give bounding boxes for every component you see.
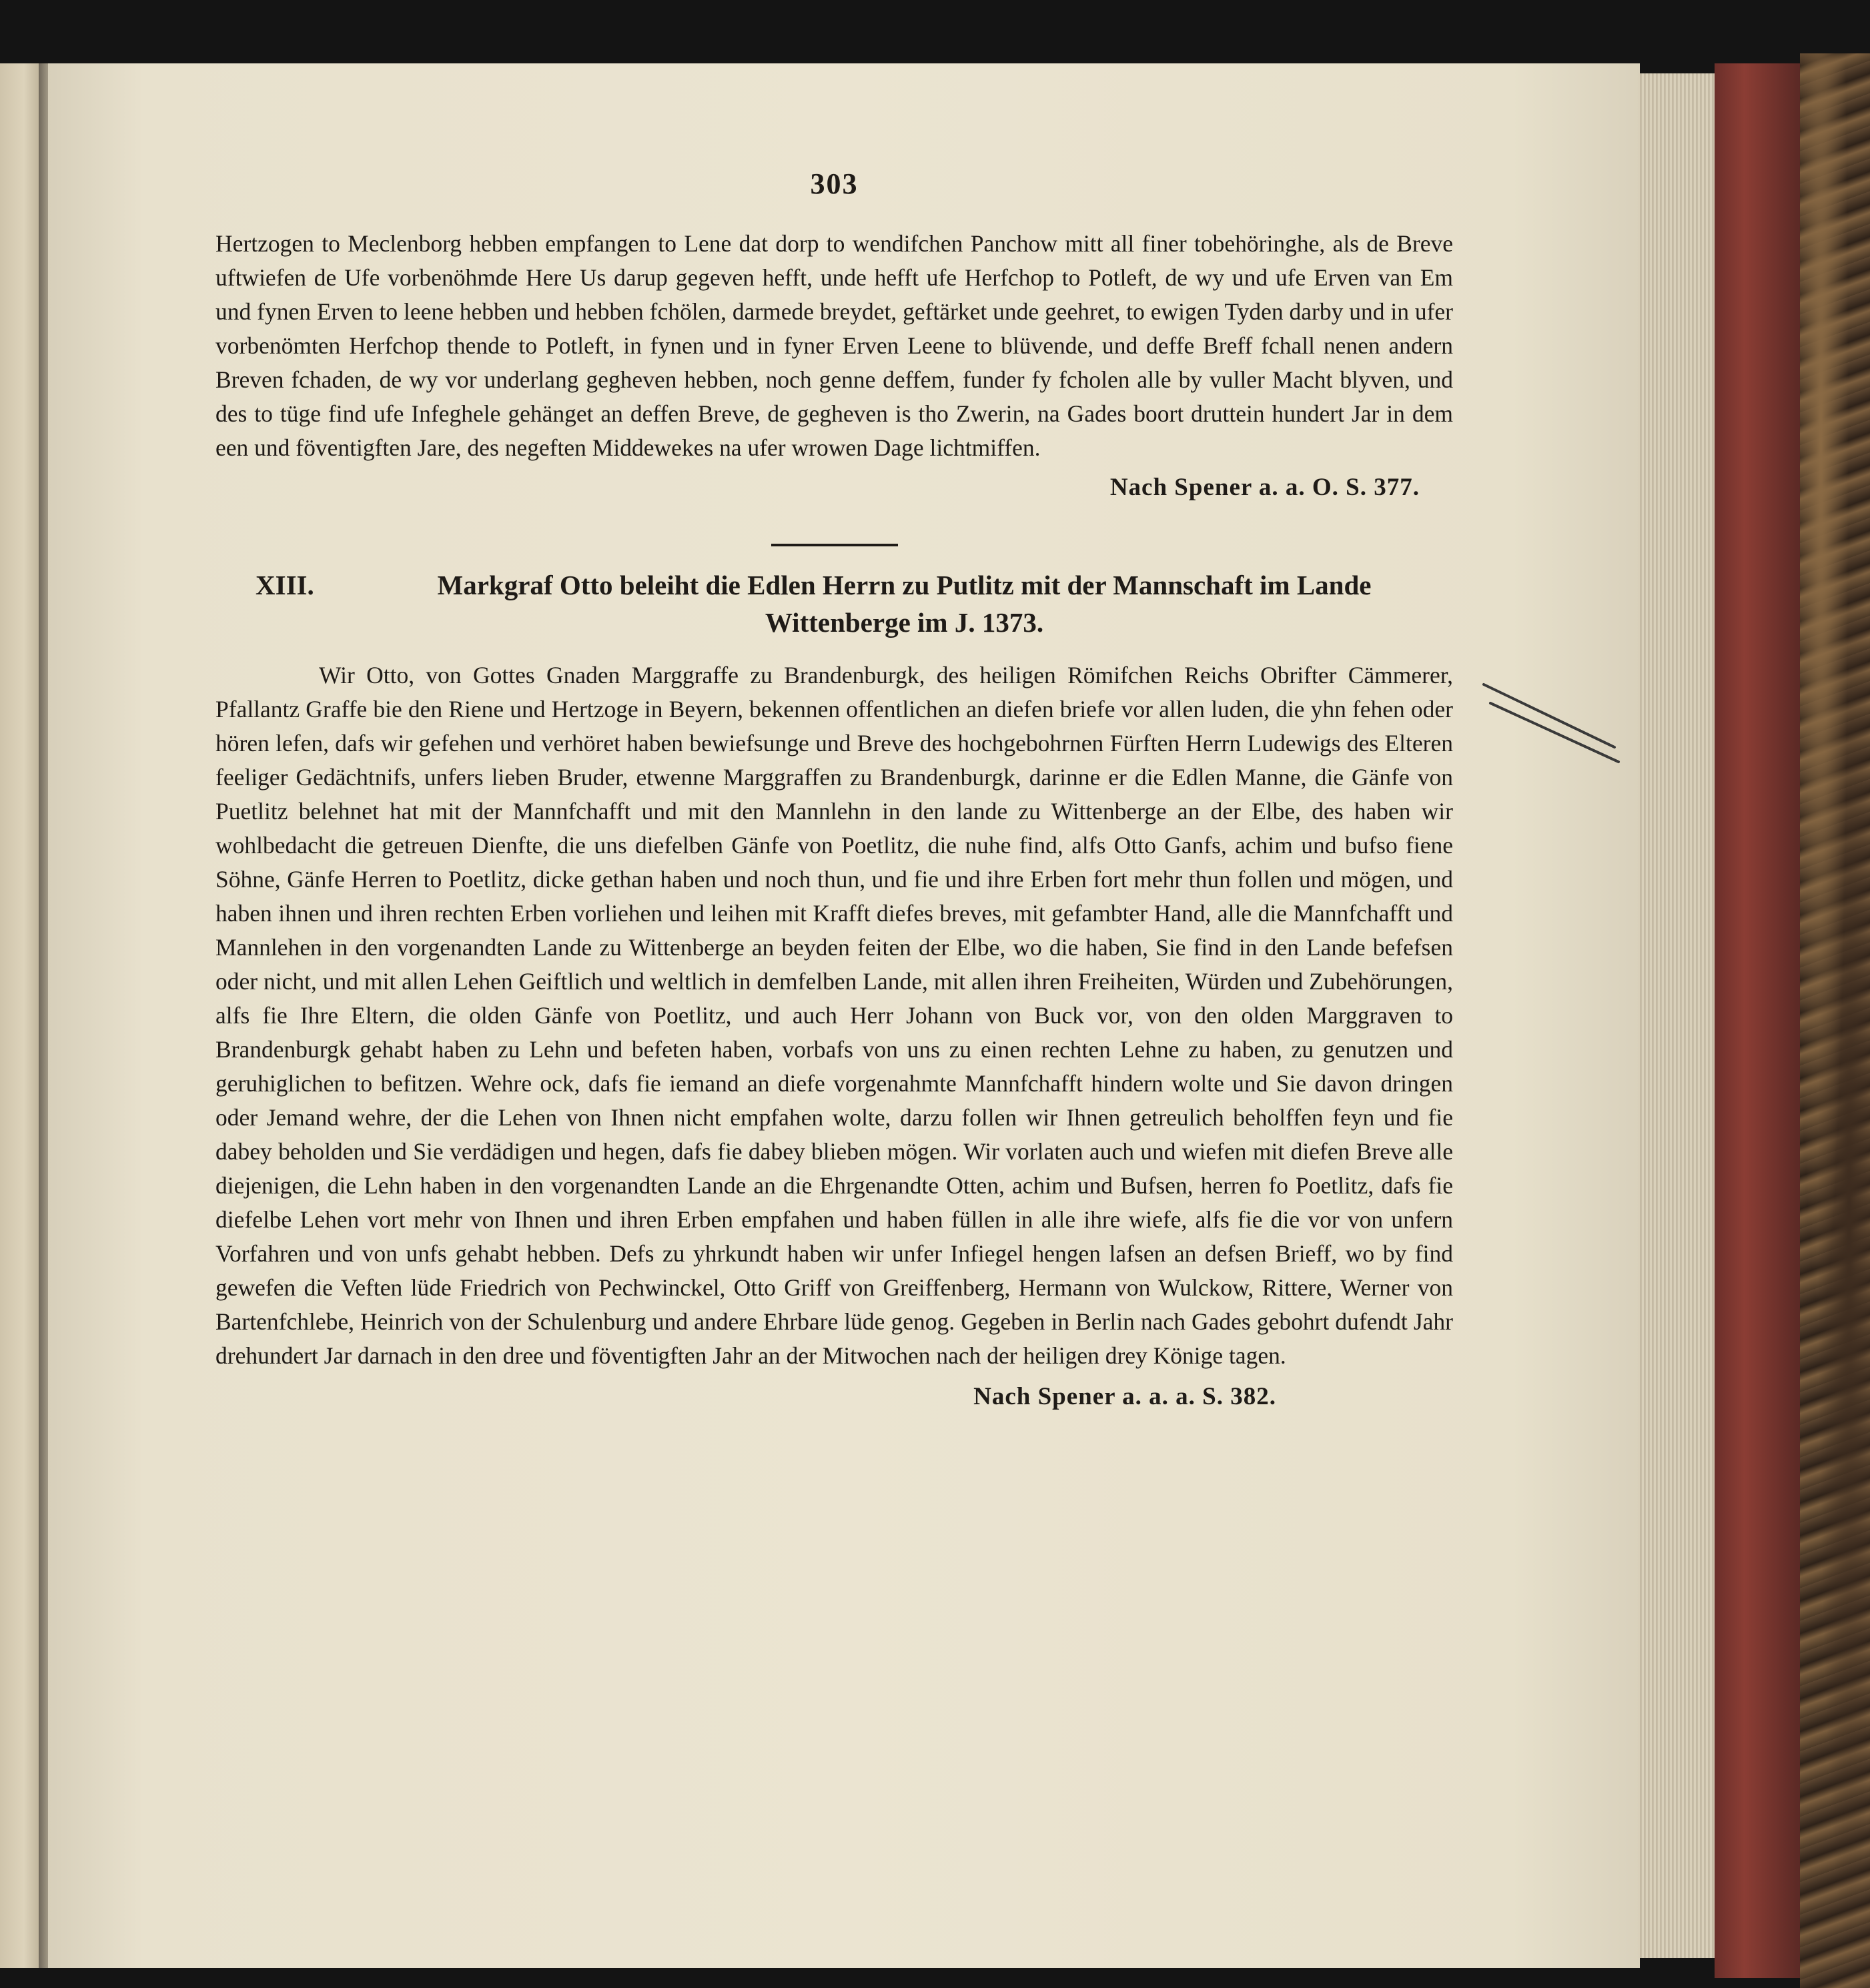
left-page-edge	[0, 63, 40, 1968]
page-fore-edge	[1638, 73, 1718, 1958]
section-number: XIII.	[256, 570, 314, 600]
leather-cover-edge	[1715, 63, 1803, 1978]
paragraph-charter-1373: Wir Otto, von Gottes Gnaden Marggraffe zu Brandenburgk, des heiligen Römifchen Reichs Obrifter Cämmerer, Pfallantz Graffe bie den Riene und Hertzoge in Beyern, bekennen offentlichen an diefen briefe vor allen luden, die yhn fehen oder hören lefen, dafs wir gefehen und verhöret haben bewiefsunge und Breve des hochgebohrnen Fürften Herrn Ludewigs des Elteren feeliger Gedächtnifs, unfers lieben Bruder, etwenne Marggraffen zu Brandenburgk, darinne er die Edlen Manne, die Gänfe von Puetlitz belehnet hat mit der Mannfchafft und mit den Mannlehn in den lande zu Wittenberge an der Elbe, des haben wir wohlbedacht die getreuen Dienfte, die uns diefelben Gänfe von Poetlitz, die nuhe find, alfs Otto Ganfs, achim und bufso fiene Söhne, Gänfe Herren to Poetlitz, dicke gethan haben und noch thun, und fie und ihre Erben fort mehr thun follen und mögen, und haben ihnen und ihren rechten Erben vorliehen und leihen mit Krafft diefes breves, mit gefambter Hand, alle die Mannfchafft und Mannlehen in den vorgenandten Lande zu Wittenberge an beyden feiten der Elbe, wo die haben, Sie find in den Lande befefsen oder nicht, und mit allen Lehen Geiftlich und weltlich in demfelben Lande, mit allen ihren Freiheiten, Würden und Zubehörungen, alfs fie Ihre Eltern, die olden Gänfe von Poetlitz, und auch Herr Johann von Buck vor, von den olden Marggraven to Brandenburgk gehabt haben zu Lehn und befeten haben, vorbafs von uns zu einen rechten Lehne zu haben, zu genutzen und geruhiglichen to befitzen. Wehre ock, dafs fie iemand an diefe vorgenahmte Mannfchafft hindern wolte und Sie davon dringen oder Jemand wehre, der die Lehen von Ihnen nicht empfahen wolte, darzu follen wir Ihnen getreulich beholffen feyn und fie dabey beholden und Sie verdädigen und hegen, dafs fie dabey blieben mögen. Wir vorlaten auch und wiefen mit diefen Breve alle diejenigen, die Lehn haben in den vorgenandten Lande an die Ehrgenandte Otten, achim und Bufsen, herren fo Poetlitz, dafs fie diefelbe Lehen vort mehr von Ihnen und ihren Erben empfahen und haben füllen in alle ihre wiefe, alfs fie die vor von unfern Vorfahren und von unfs gehabt hebben. Defs zu yhrkundt haben wir unfer Infiegel hengen lafsen an defsen Brieff, wo by find gewefen die Veften lüde Friedrich von Pechwinckel, Otto Griff von Greiffenberg, Hermann von Wulckow, Rittere, Werner von Bartenfchlebe, Heinrich von der Schulenburg und andere Ehrbare lüde genog. Gegeben in Berlin nach Gades gebohrt dufendt Jahr drehundert Jar darnach in den dree und föventigften Jahr an der Mitwochen nach der heiligen drey Könige tagen.	[215, 662, 1453, 1369]
marbled-board	[1800, 53, 1870, 1988]
section-heading	[215, 566, 1453, 641]
page-number: 303	[810, 167, 859, 200]
source-citation-1: Nach Spener a. a. O. S. 377.	[1109, 474, 1420, 501]
section-title: Markgraf Otto beleiht die Edlen Herrn zu Putlitz mit der Mannschaft im Lande Wittenberge im J. 1373.	[437, 570, 1372, 638]
source-citation-2: Nach Spener a. a. a. S. 382.	[973, 1383, 1276, 1410]
pencil-margin-mark-icon	[1481, 674, 1621, 767]
page-text-block	[215, 167, 1453, 1414]
paragraph-charter-1371: Hertzogen to Meclenborg hebben empfangen to Lene dat dorp to wendifchen Panchow mitt all finer tobehöringhe, als de Breve uftwiefen de Ufe vorbenöhmde Here Us darup gegeven hefft, unde hefft ufe Herfchop to Potleft, de wy und ufe Erven van Em und fynen Erven to leene hebben und hebben fchölen, darmede breydet, geftärket unde geehret, to ewigen Tyden darby und in ufer vorbenömten Herfchop thende to Potleft, in fynen und in fyner Erven Leene to blüvende, und deffe Breff fchall nenen andern Breven fchaden, de wy vor underlang gegheven hebben, noch genne deffem, funder fy fcholen alle by vuller Macht blyven, und des to tüge find ufe Infeghele gehänget an deffen Breve, de gegheven is tho Zwerin, na Gades boort druttein hundert Jar in dem een und föventigften Jare, des negeften Middewekes na ufer wrowen Dage lichtmiffen.	[215, 230, 1453, 461]
section-divider	[771, 544, 898, 546]
